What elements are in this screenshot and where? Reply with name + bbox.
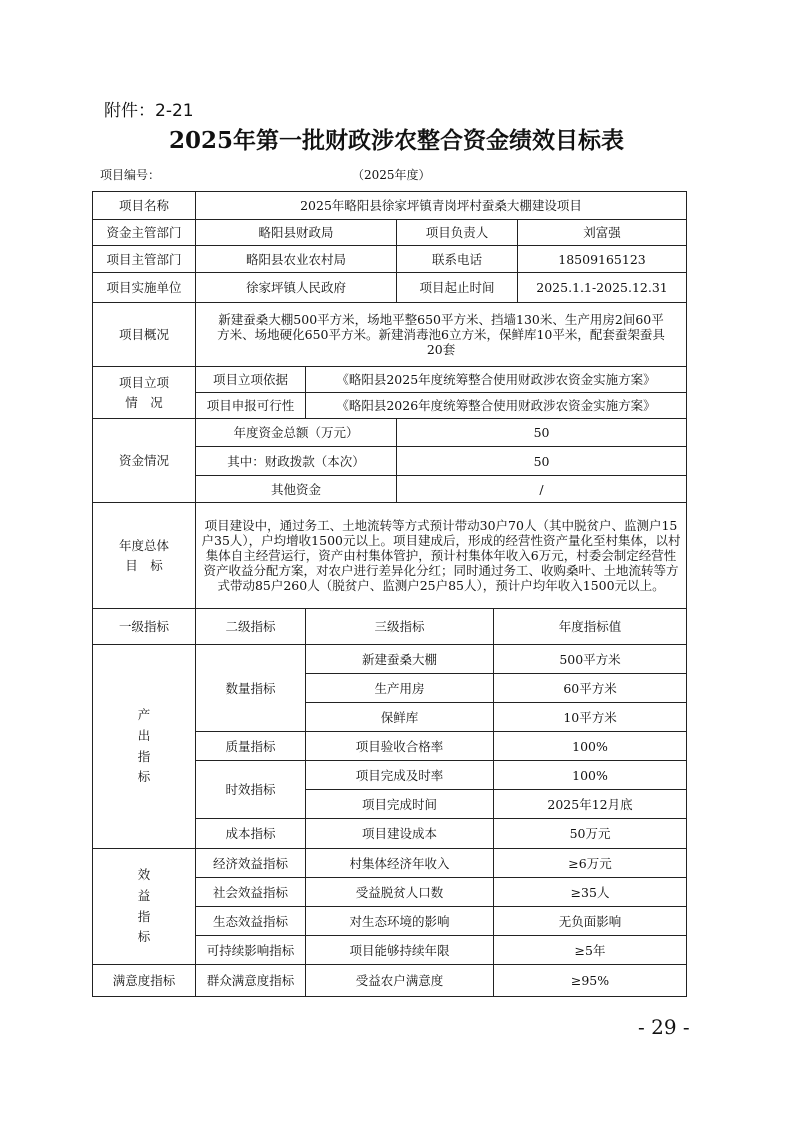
quality-label: 质量指标 xyxy=(196,732,306,761)
impl-unit-value: 徐家坪镇人民政府 xyxy=(196,273,397,303)
cost-name: 项目建设成本 xyxy=(306,819,494,849)
econ-value: ≥6万元 xyxy=(494,849,687,878)
quality-name: 项目验收合格率 xyxy=(306,732,494,761)
year-label: （2025年度） xyxy=(352,168,431,182)
benefit-category: 效益指标 xyxy=(93,849,196,965)
funds-label: 资金情况 xyxy=(93,419,196,503)
econ-name: 村集体经济年收入 xyxy=(306,849,494,878)
row-benefit-econ xyxy=(93,849,687,878)
row-overview xyxy=(93,303,687,367)
time2-name: 项目完成时间 xyxy=(306,790,494,819)
quality-value: 100% xyxy=(494,732,687,761)
sustain-label: 可持续影响指标 xyxy=(196,936,306,965)
sustain-name: 项目能够持续年限 xyxy=(306,936,494,965)
annual-goal-value: 项目建设中，通过务工、土地流转等方式预计带动30户70人（其中脱贫户、监测户15户35人），户均增收1500元以上。项目建成后，形成的经营性资产量化至村集体，以村集体自主经营运行，资产由村集体管护，预计村集体年收入6万元，村委会制定经营性资产收益分配方案，对农户进行差异化分红；同时通过务工、收购桑叶、土地流转等方式带动85户260人（脱贫户、监测户25户85人），预计户均年收入1500元以上。 xyxy=(196,503,687,609)
proj-dept-label: 项目主管部门 xyxy=(93,246,196,273)
proj-dept-value: 略阳县农业农村局 xyxy=(196,246,397,273)
output-q2-name: 生产用房 xyxy=(306,674,494,703)
time2-value: 2025年12月底 xyxy=(494,790,687,819)
output-q1-name: 新建蚕桑大棚 xyxy=(306,645,494,674)
cost-value: 50万元 xyxy=(494,819,687,849)
project-name-label: 项目名称 xyxy=(93,192,196,220)
other-funds-value: / xyxy=(397,476,687,503)
satisfaction-category: 满意度指标 xyxy=(93,965,196,997)
satisfaction-value: ≥95% xyxy=(494,965,687,997)
time1-value: 100% xyxy=(494,761,687,790)
eco-label: 生态效益指标 xyxy=(196,907,306,936)
total-funds-label: 年度资金总额（万元） xyxy=(196,419,397,447)
page-title: 2025年第一批财政涉农整合资金绩效目标表 xyxy=(168,127,624,154)
quantity-label: 数量指标 xyxy=(196,645,306,732)
overview-value: 新建蚕桑大棚500平方米，场地平整650平方米、挡墙130米、生产用房2间60平 方米、场地硬化650平方米。新建消毒池6立方米，保鲜库10平米，配套蚕架蚕具 20套 xyxy=(196,303,687,367)
period-value: 2025.1.1-2025.12.31 xyxy=(518,273,687,303)
performance-target-table xyxy=(92,191,703,997)
social-label: 社会效益指标 xyxy=(196,878,306,907)
social-name: 受益脱贫人口数 xyxy=(306,878,494,907)
econ-label: 经济效益指标 xyxy=(196,849,306,878)
attachment-label: 附件：2-21 xyxy=(104,101,194,121)
row-fund-dept xyxy=(93,220,687,246)
impl-unit-label: 项目实施单位 xyxy=(93,273,196,303)
feasibility-label: 项目申报可行性 xyxy=(196,393,306,419)
row-output-q1 xyxy=(93,645,687,674)
cost-label: 成本指标 xyxy=(196,819,306,849)
output-q2-value: 60平方米 xyxy=(494,674,687,703)
phone-value: 18509165123 xyxy=(518,246,687,273)
period-label: 项目起止时间 xyxy=(397,273,518,303)
output-q1-value: 500平方米 xyxy=(494,645,687,674)
satisfaction-name: 受益农户满意度 xyxy=(306,965,494,997)
approval-label: 项目立项情 况 xyxy=(93,367,196,419)
satisfaction-label: 群众满意度指标 xyxy=(196,965,306,997)
project-name-value: 2025年略阳县徐家坪镇青岗坪村蚕桑大棚建设项目 xyxy=(196,192,687,220)
project-number-label: 项目编号： xyxy=(100,168,161,182)
output-q3-value: 10平方米 xyxy=(494,703,687,732)
output-q3-name: 保鲜库 xyxy=(306,703,494,732)
basis-value: 《略阳县2025年度统筹整合使用财政涉农资金实施方案》 xyxy=(306,367,687,393)
fund-dept-value: 略阳县财政局 xyxy=(196,220,397,246)
annual-goal-label: 年度总体目 标 xyxy=(93,503,196,609)
leader-value: 刘富强 xyxy=(518,220,687,246)
other-funds-label: 其他资金 xyxy=(196,476,397,503)
feasibility-value: 《略阳县2026年度统筹整合使用财政涉农资金实施方案》 xyxy=(306,393,687,419)
header-level3: 三级指标 xyxy=(306,609,494,645)
time1-name: 项目完成及时率 xyxy=(306,761,494,790)
fiscal-funds-value: 50 xyxy=(397,447,687,476)
row-satisfaction xyxy=(93,965,687,997)
fiscal-funds-label: 其中：财政拨款（本次） xyxy=(196,447,397,476)
row-proj-dept xyxy=(93,246,687,273)
page-number: - 29 - xyxy=(638,1015,690,1039)
sustain-value: ≥5年 xyxy=(494,936,687,965)
basis-label: 项目立项依据 xyxy=(196,367,306,393)
phone-label: 联系电话 xyxy=(397,246,518,273)
social-value: ≥35人 xyxy=(494,878,687,907)
output-category: 产出指标 xyxy=(93,645,196,849)
header-level1: 一级指标 xyxy=(93,609,196,645)
row-annual-goal xyxy=(93,503,687,609)
total-funds-value: 50 xyxy=(397,419,687,447)
header-target: 年度指标值 xyxy=(494,609,687,645)
row-impl-unit xyxy=(93,273,687,303)
row-total-funds xyxy=(93,419,687,447)
overview-label: 项目概况 xyxy=(93,303,196,367)
header-level2: 二级指标 xyxy=(196,609,306,645)
row-indicator-header xyxy=(93,609,687,645)
eco-value: 无负面影响 xyxy=(494,907,687,936)
fund-dept-label: 资金主管部门 xyxy=(93,220,196,246)
row-approval-basis xyxy=(93,367,687,393)
eco-name: 对生态环境的影响 xyxy=(306,907,494,936)
time-label: 时效指标 xyxy=(196,761,306,819)
leader-label: 项目负责人 xyxy=(397,220,518,246)
row-project-name xyxy=(93,192,687,220)
